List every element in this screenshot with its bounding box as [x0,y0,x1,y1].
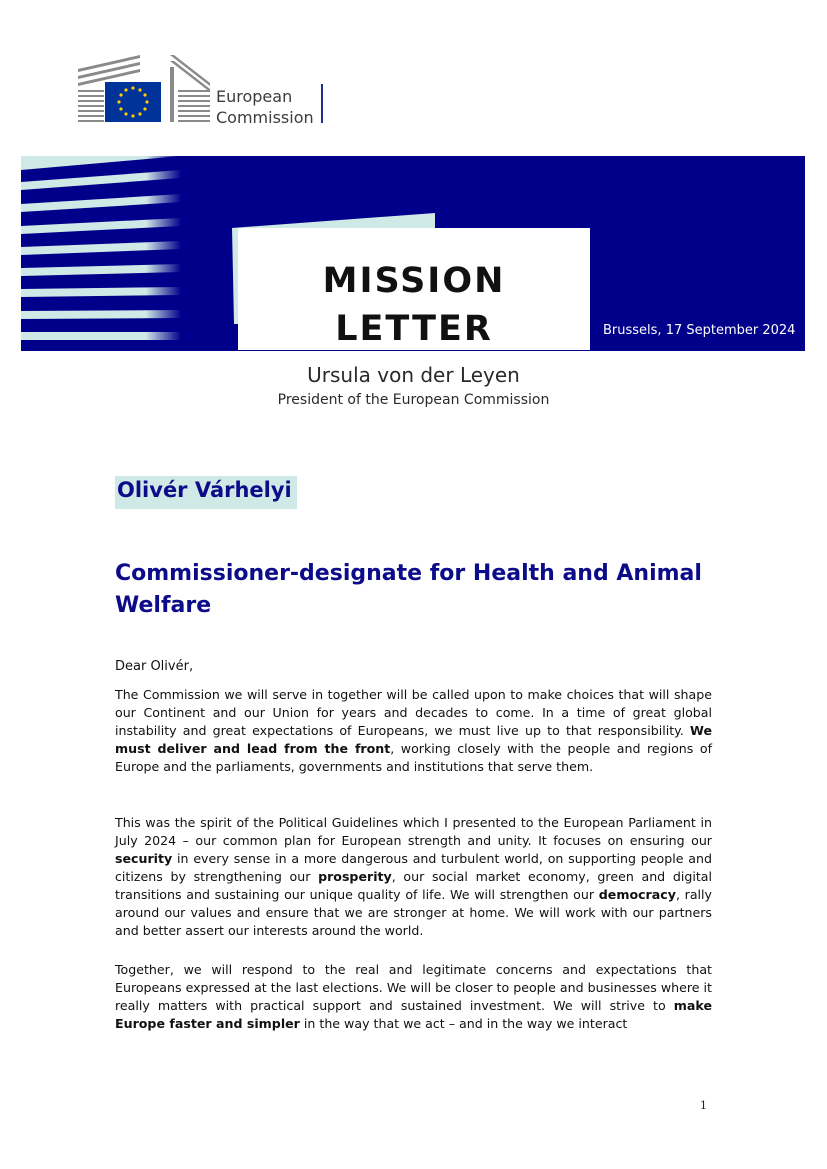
p2-bold-1: security [115,851,173,866]
title-line-1: MISSION [322,261,506,301]
paragraph-2 [115,814,712,940]
author-name: Ursula von der Leyen [307,363,520,387]
p3-bold-1: make Europe faster and simpler [115,998,712,1031]
author-role: President of the European Commission [277,392,550,408]
letter-date: Brussels, 17 September 2024 [603,323,796,338]
logo-divider [321,84,323,123]
p3-text-1: Together, we will respond to the real and legitimate concerns and expectations that Europeans expressed at the last elections. We will be closer to people and businesses where it really matters with practical support and sustained investment. We will strive to [115,962,712,1013]
salutation: Dear Olivér, [115,659,194,674]
title-line-2: LETTER [335,309,493,349]
berlaymont-building-icon [78,55,213,127]
logo-line-1: European [216,87,293,106]
paragraph-1 [115,686,712,776]
paragraph-3 [115,961,712,1033]
page-number: 1 [700,1099,707,1112]
p3-text-2: in the way that we act – and in the way we interact [299,1016,628,1031]
p2-text-2: in every sense in a more dangerous and turbulent world, on supporting people and citizens by strengthening our [115,851,712,884]
european-commission-logo [78,55,338,127]
p2-text-1: This was the spirit of the Political Guidelines which I presented to the European Parliament in July 2024 – our common plan for European strength and unity. It focuses on ensuring our [115,815,712,848]
p2-bold-2: prosperity [318,869,392,884]
portfolio-title: Commissioner-designate for Health and Animal Welfare [115,561,702,618]
p2-text-4: , rally around our values and ensure that we are stronger at home. We will work with our partners and better assert our interests around the world. [115,887,713,938]
logo-line-2: Commission [216,108,314,127]
p1-bold-1: We must deliver and lead from the front [115,723,712,756]
recipient-name: Olivér Várhelyi [117,478,292,502]
p1-text-2: , working closely with the people and regions of Europe and the parliaments, governments and institutions that serve them. [115,741,713,774]
p2-bold-3: democracy [598,887,676,902]
p2-text-3: , our social market economy, green and digital transitions and sustaining our unique quality of life. We will strengthen our [115,869,712,902]
logo-wordmark [216,86,314,128]
p1-text-1: The Commission we will serve in together will be called upon to make choices that will shape our Continent and our Union for years and decades to come. In a time of great global instability and great expectations of Europeans, we must live up to that responsibility. [115,687,712,738]
